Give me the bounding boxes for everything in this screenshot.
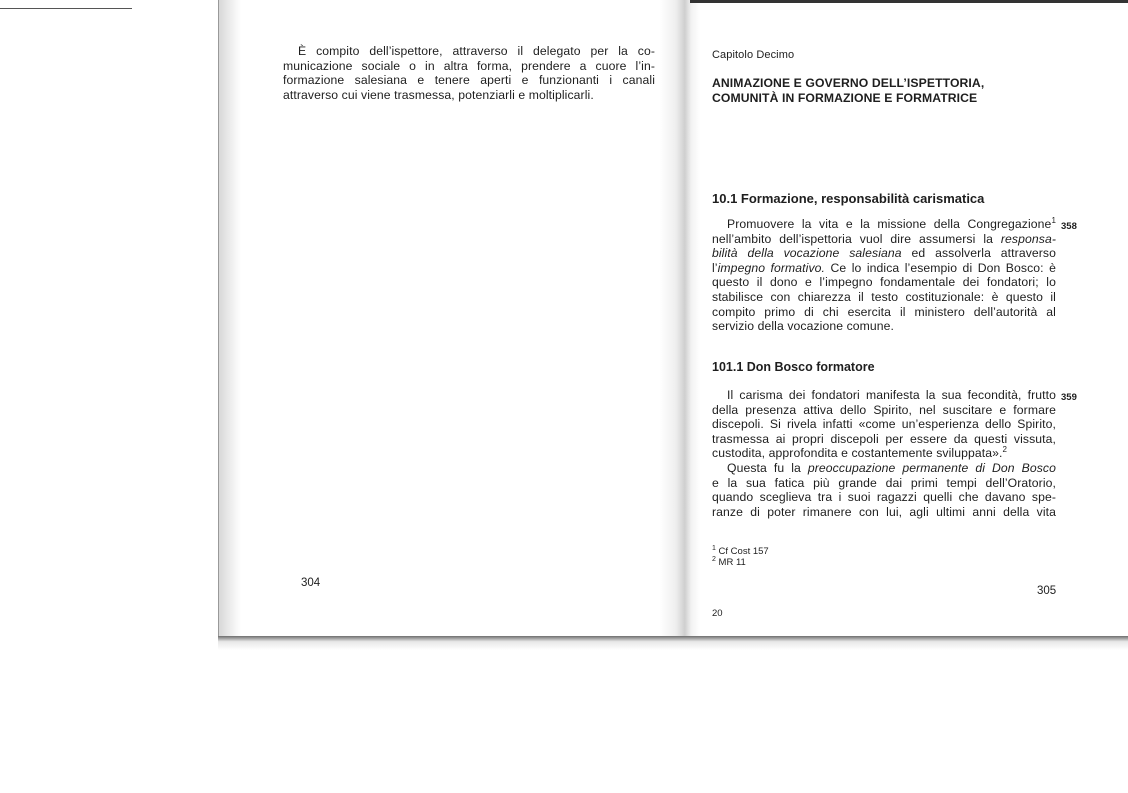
section-title: 10.1 Formazione, responsabilità carismatica [712, 191, 985, 206]
text-line: della presenza attiva dello Spirito, nel suscitare e formare [712, 402, 1056, 417]
text-line: Il carisma dei fondatori manifesta la sua fecondità, frutto [727, 388, 1056, 402]
text-line: custodita, approfondita e costantemente sviluppata». [712, 446, 1003, 461]
text-line: attraverso cui viene trasmessa, potenziarli e moltiplicarli. [283, 87, 594, 102]
paragraph-2 [712, 388, 1056, 519]
footnote-number: 1 [712, 544, 716, 552]
footnote [712, 557, 746, 569]
text-line: e la sua fatica più grande dai primi tempi dell’Oratorio, [712, 475, 1056, 490]
subsection-title: 101.1 Don Bosco formatore [712, 360, 875, 374]
signature-mark: 20 [712, 608, 723, 619]
text-line: Promuovere la vita e la missione della Congregazione [727, 217, 1052, 231]
page-edge-top-right [690, 0, 1128, 3]
left-page-text [283, 44, 655, 102]
text-line: nell’ambito dell’ispettoria vuol dire assumersi la [712, 231, 1001, 246]
italic-text: preoccupazione permanente di Don Bosco [807, 460, 1057, 475]
chapter-title-line: COMUNITÀ IN FORMAZIONE E FORMATRICE [712, 90, 978, 105]
right-page-heading [712, 48, 1056, 106]
footnote-ref: 1 [1051, 215, 1056, 225]
text-line: compito primo di chi esercita il ministero dell’autorità al [712, 304, 1056, 319]
page-number-right: 305 [1037, 585, 1057, 597]
margin-number: 359 [1061, 392, 1077, 403]
footnote-number: 2 [712, 555, 716, 563]
chapter-title [712, 76, 1056, 106]
footnote-text: MR 11 [718, 557, 746, 568]
text-line: Questa fu la [727, 460, 808, 475]
text-line: servizio della vocazione comune. [712, 319, 895, 334]
footnote-text: Cf Cost 157 [718, 546, 769, 557]
text-line: formazione salesiana e tenere aperti e funzionanti i canali [283, 73, 655, 88]
text-line: ed assolverla attraverso [901, 246, 1056, 261]
text-line: È compito dell’ispettore, attraverso il delegato per la co- [298, 44, 655, 58]
scan-artifact-line [0, 8, 132, 9]
italic-text: responsa- [1000, 231, 1056, 246]
text-line: municazione sociale o in altra forma, prendere a cuore l’in- [283, 58, 655, 73]
footnote [712, 546, 769, 558]
text-line: l’ [712, 260, 718, 275]
italic-text: bilità della vocazione salesiana [712, 246, 902, 261]
margin-number: 358 [1061, 221, 1077, 232]
text-line: stabilisce con chiarezza il testo costituzionale: è questo il [712, 289, 1056, 304]
italic-text: impegno formativo. [717, 260, 826, 275]
page-number-left: 304 [301, 577, 321, 589]
text-line: ranze di poter rimanere con lui, agli ultimi anni della vita [712, 504, 1056, 519]
book-bottom-edge [218, 636, 1128, 650]
text-line: Ce lo indica l’esempio di Don Bosco: è [825, 260, 1056, 275]
footnote-ref: 2 [1002, 445, 1008, 455]
text-line: quando sceglieva tra i suoi ragazzi quelli che davano spe- [712, 490, 1056, 505]
chapter-label: Capitolo Decimo [712, 49, 795, 61]
text-line: questo il dono e l’impegno fondamentale dei fondatori; lo [712, 275, 1056, 290]
page-edge-left [218, 0, 241, 640]
text-line: trasmessa ai propri discepoli per essere da questi vissuta, [712, 431, 1056, 446]
book-gutter [660, 0, 700, 640]
text-line: discepoli. Si rivela infatti «come un’esperienza dello Spirito, [712, 417, 1056, 432]
chapter-title-line: ANIMAZIONE E GOVERNO DELL’ISPETTORIA, [712, 75, 985, 90]
paragraph-1 [712, 217, 1056, 334]
left-paragraph [283, 44, 655, 102]
